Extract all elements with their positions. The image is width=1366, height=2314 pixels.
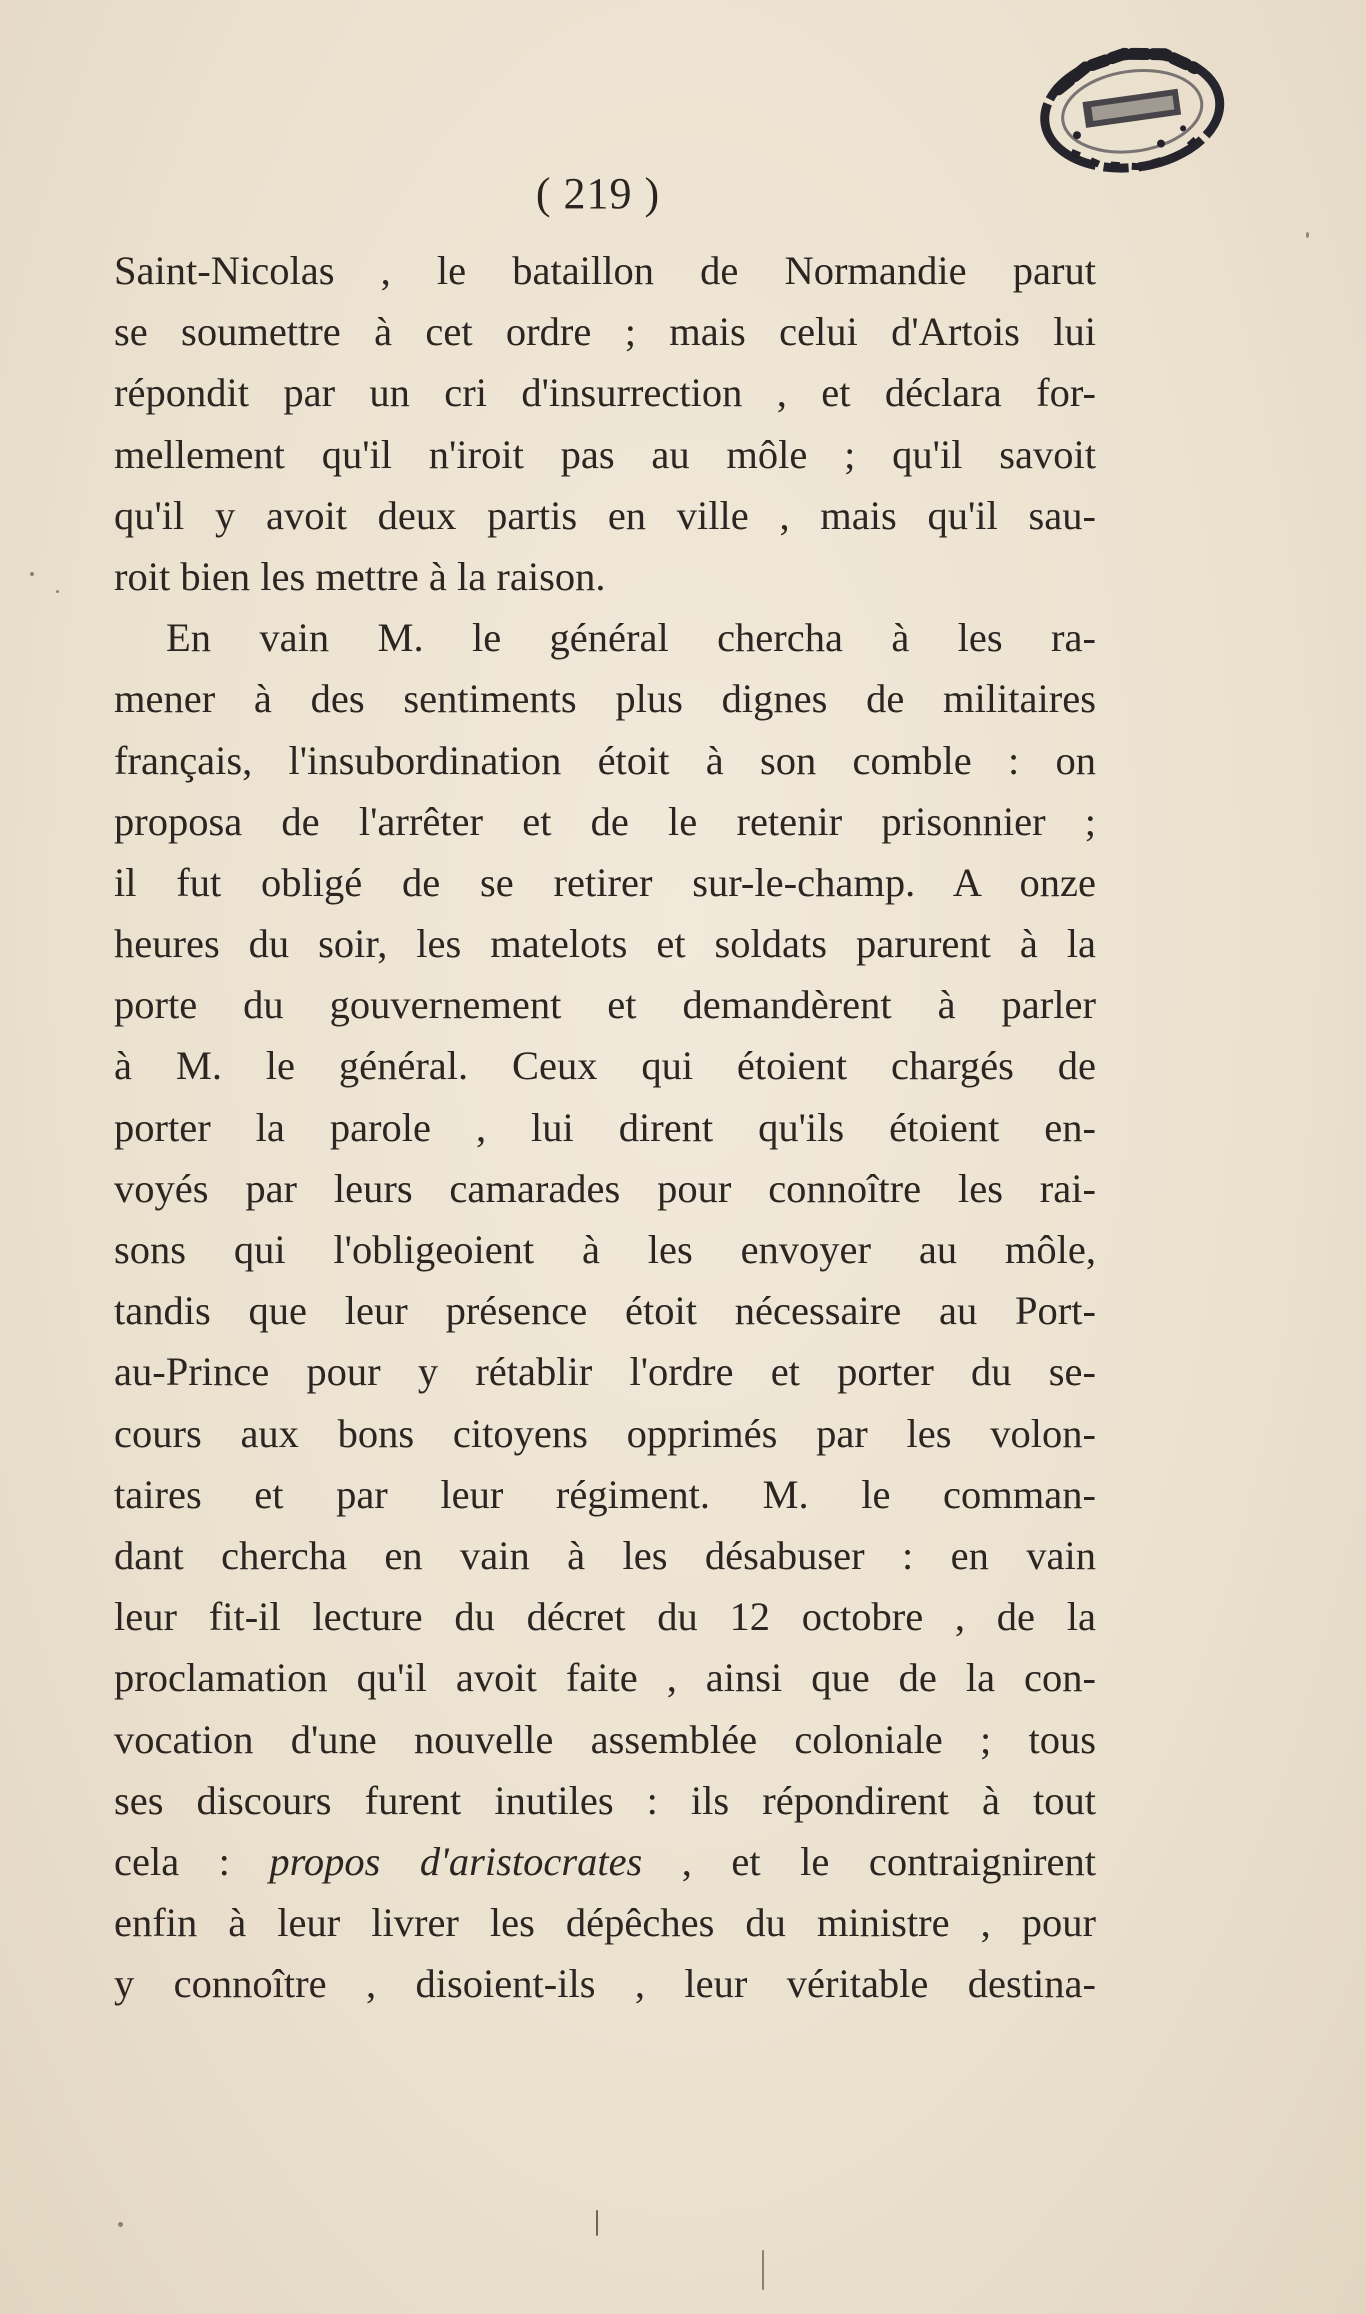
text-line: taires et par leur régiment. M. le comman-: [114, 1471, 1096, 1517]
paper-speck: [1306, 232, 1309, 238]
library-stamp: [1022, 40, 1232, 180]
text-line: cours aux bons citoyens opprimés par les volon-: [114, 1410, 1096, 1456]
text-line: se soumettre à cet ordre ; mais celui d'Artois lui: [114, 309, 1096, 355]
text-line: mellement qu'il n'iroit pas au môle ; qu'il savoit: [114, 431, 1096, 477]
text-line: En vain M. le général chercha à les ra-: [166, 615, 1096, 661]
text-line: leur fit-il lecture du décret du 12 octobre , de la: [114, 1594, 1096, 1640]
paper-speck: [762, 2250, 764, 2290]
text-line: voyés par leurs camarades pour connoître les rai-: [114, 1165, 1096, 1211]
text-line: y connoître , disoient-ils , leur véritable destina-: [114, 1961, 1096, 2007]
paper-speck: [118, 2222, 123, 2227]
text-line: porte du gouvernement et demandèrent à parler: [114, 982, 1096, 1028]
text-line: proposa de l'arrêter et de le retenir prisonnier ;: [114, 798, 1096, 844]
paper-speck: [596, 2210, 598, 2236]
paper-speck: [56, 590, 59, 593]
text-line: ses discours furent inutiles : ils répondirent à tout: [114, 1777, 1096, 1823]
text-line: tandis que leur présence étoit nécessaire au Port-: [114, 1288, 1096, 1334]
text-line: vocation d'une nouvelle assemblée coloniale ; tous: [114, 1716, 1096, 1762]
text-line: [114, 1831, 1096, 1892]
text-line: roit bien les mettre à la raison.: [114, 553, 606, 599]
text-line: il fut obligé de se retirer sur-le-champ. A onze: [114, 859, 1096, 905]
text-line: qu'il y avoit deux partis en ville , mais qu'il sau-: [114, 492, 1096, 538]
text-line: porter la parole , lui dirent qu'ils étoient en-: [114, 1104, 1096, 1150]
text-line: mener à des sentiments plus dignes de militaires: [114, 676, 1096, 722]
text-line: à M. le général. Ceux qui étoient chargés de: [114, 1043, 1096, 1089]
text-line: au-Prince pour y rétablir l'ordre et porter du se-: [114, 1349, 1096, 1395]
text-line: répondit par un cri d'insurrection , et déclara for-: [114, 370, 1096, 416]
text-segment: , et le contraignirent: [642, 1838, 1096, 1884]
text-line: français, l'insubordination étoit à son comble : on: [114, 737, 1096, 783]
page-number: ( 219 ): [535, 169, 661, 218]
text-line: dant chercha en vain à les désabuser : en vain: [114, 1532, 1096, 1578]
body-text: [114, 240, 1096, 2014]
text-segment: cela :: [114, 1838, 270, 1884]
text-line: Saint-Nicolas , le bataillon de Normandie parut: [114, 248, 1096, 293]
text-line: enfin à leur livrer les dépêches du ministre , pour: [114, 1900, 1096, 1946]
text-line: sons qui l'obligeoient à les envoyer au môle,: [114, 1227, 1096, 1272]
text-line: heures du soir, les matelots et soldats parurent à la: [114, 921, 1096, 967]
italic-phrase: propos d'aristocrates: [269, 1838, 643, 1884]
paper-speck: [30, 572, 34, 576]
text-line: proclamation qu'il avoit faite , ainsi que de la con-: [114, 1655, 1096, 1701]
